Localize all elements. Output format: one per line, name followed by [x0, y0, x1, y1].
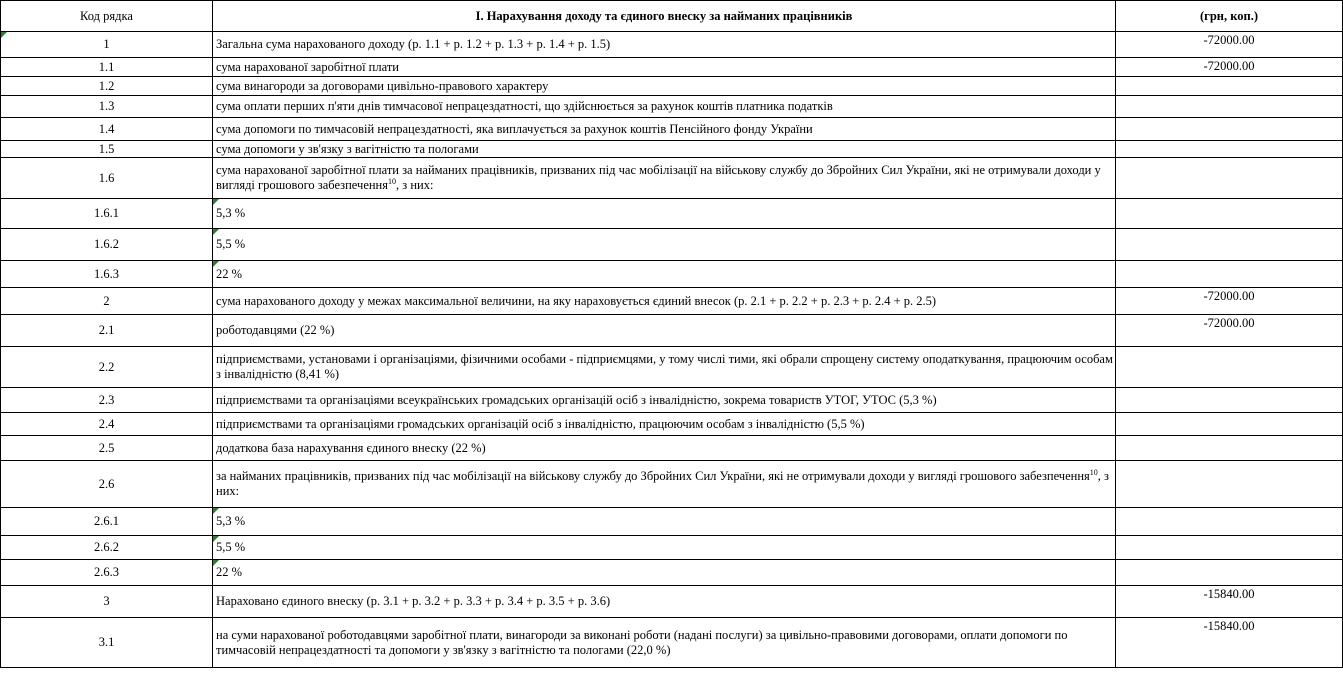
table-row — [1, 141, 1343, 158]
table-row — [1, 77, 1343, 96]
row-value[interactable] — [1116, 261, 1343, 288]
row-value[interactable]: -72000.00 — [1116, 315, 1343, 347]
row-description[interactable]: сума нарахованої заробітної плати — [213, 58, 1116, 77]
row-description[interactable]: підприємствами, установами і організаціями, фізичними особами - підприємцями, у тому числі тими, які обрали спрощену систему оподаткування, працюючим особам з інвалідністю (8,41 %) — [213, 347, 1116, 388]
table-row — [1, 199, 1343, 229]
row-code[interactable]: 2.3 — [1, 388, 213, 413]
row-value[interactable] — [1116, 229, 1343, 261]
table-row — [1, 288, 1343, 315]
row-code[interactable]: 2.6.2 — [1, 536, 213, 560]
row-code[interactable]: 1.4 — [1, 118, 213, 141]
row-value[interactable]: -72000.00 — [1116, 58, 1343, 77]
table-row — [1, 586, 1343, 618]
row-description[interactable]: 22 % — [213, 261, 1116, 288]
row-description[interactable]: сума нарахованого доходу у межах максимальної величини, на яку нараховується єдиний внесок (р. 2.1 + р. 2.2 + р. 2.3 + р. 2.4 + р. 2.5) — [213, 288, 1116, 315]
table-row — [1, 96, 1343, 118]
comment-marker-icon — [213, 261, 219, 267]
row-code[interactable]: 1.1 — [1, 58, 213, 77]
row-code[interactable]: 1.5 — [1, 141, 213, 158]
row-code[interactable]: 2.6 — [1, 461, 213, 508]
table-row — [1, 461, 1343, 508]
comment-marker-icon — [213, 199, 219, 205]
row-description[interactable]: сума оплати перших п'яти днів тимчасової непрацездатності, що здійснюється за рахунок коштів платника податків — [213, 96, 1116, 118]
row-value[interactable]: -72000.00 — [1116, 32, 1343, 58]
row-description[interactable]: сума допомоги у зв'язку з вагітністю та пологами — [213, 141, 1116, 158]
row-value[interactable] — [1116, 388, 1343, 413]
row-code[interactable]: 1 — [1, 32, 213, 58]
comment-marker-icon — [213, 560, 219, 566]
table-row — [1, 618, 1343, 668]
table-row — [1, 32, 1343, 58]
table-row — [1, 560, 1343, 586]
table-row — [1, 158, 1343, 199]
row-description[interactable]: 5,5 % — [213, 536, 1116, 560]
table-row — [1, 536, 1343, 560]
table-row — [1, 413, 1343, 436]
table-row — [1, 118, 1343, 141]
row-description[interactable]: 22 % — [213, 560, 1116, 586]
row-code[interactable]: 1.6 — [1, 158, 213, 199]
row-value[interactable] — [1116, 199, 1343, 229]
row-description[interactable]: на суми нарахованої роботодавцями заробітної плати, винагороди за виконані роботи (надані послуги) за цивільно-правовими договорами, оплати допомоги по тимчасовій непрацездатності та допомоги у зв'язку з вагітністю та пологами (22,0 %) — [213, 618, 1116, 668]
footnote-ref: 10 — [388, 176, 396, 186]
row-value[interactable] — [1116, 560, 1343, 586]
header-row — [1, 1, 1343, 32]
table-row — [1, 508, 1343, 536]
table-row — [1, 388, 1343, 413]
row-description[interactable]: 5,3 % — [213, 508, 1116, 536]
row-code[interactable]: 1.3 — [1, 96, 213, 118]
row-code[interactable]: 1.6.2 — [1, 229, 213, 261]
row-description[interactable]: за найманих працівників, призваних під час мобілізації на військову службу до Збройних Сил України, які не отримували доходи у вигляді грошового забезпечення$^{10}$, з них: — [213, 461, 1116, 508]
table-row — [1, 347, 1343, 388]
row-description[interactable]: 5,5 % — [213, 229, 1116, 261]
comment-marker-icon — [1, 32, 7, 38]
row-description[interactable]: підприємствами та організаціями всеукраїнських громадських організацій осіб з інвалідністю, зокрема товариств УТОГ, УТОС (5,3 %) — [213, 388, 1116, 413]
row-description[interactable]: роботодавцями (22 %) — [213, 315, 1116, 347]
row-value[interactable] — [1116, 77, 1343, 96]
row-code[interactable]: 2 — [1, 288, 213, 315]
row-value[interactable] — [1116, 347, 1343, 388]
row-value[interactable] — [1116, 461, 1343, 508]
row-code[interactable]: 3.1 — [1, 618, 213, 668]
header-code: Код рядка — [1, 1, 213, 32]
row-value[interactable]: -15840.00 — [1116, 586, 1343, 618]
row-value[interactable] — [1116, 536, 1343, 560]
table-row — [1, 315, 1343, 347]
row-value[interactable] — [1116, 158, 1343, 199]
row-value[interactable] — [1116, 141, 1343, 158]
row-code[interactable]: 1.6.3 — [1, 261, 213, 288]
row-value[interactable]: -72000.00 — [1116, 288, 1343, 315]
row-value[interactable] — [1116, 96, 1343, 118]
header-unit: (грн, коп.) — [1116, 1, 1343, 32]
footnote-ref: 10 — [1089, 467, 1098, 477]
row-code[interactable]: 2.1 — [1, 315, 213, 347]
table-row — [1, 58, 1343, 77]
row-code[interactable]: 3 — [1, 586, 213, 618]
row-code[interactable]: 1.6.1 — [1, 199, 213, 229]
table-row — [1, 229, 1343, 261]
row-code[interactable]: 2.4 — [1, 413, 213, 436]
row-description[interactable]: сума винагороди за договорами цивільно-правового характеру — [213, 77, 1116, 96]
row-code[interactable]: 2.6.3 — [1, 560, 213, 586]
comment-marker-icon — [213, 508, 219, 514]
row-description[interactable]: Загальна сума нарахованого доходу (р. 1.1 + р. 1.2 + р. 1.3 + р. 1.4 + р. 1.5) — [213, 32, 1116, 58]
row-description[interactable]: додаткова база нарахування єдиного внеску (22 %) — [213, 436, 1116, 461]
row-description[interactable]: сума допомоги по тимчасовій непрацездатності, яка виплачується за рахунок коштів Пенсійного фонду України — [213, 118, 1116, 141]
row-code[interactable]: 2.6.1 — [1, 508, 213, 536]
row-value[interactable] — [1116, 118, 1343, 141]
row-code[interactable]: 2.2 — [1, 347, 213, 388]
row-code[interactable]: 1.2 — [1, 77, 213, 96]
comment-marker-icon — [213, 229, 219, 235]
row-description[interactable]: 5,3 % — [213, 199, 1116, 229]
row-value[interactable] — [1116, 508, 1343, 536]
row-value[interactable]: -15840.00 — [1116, 618, 1343, 668]
header-title: I. Нарахування доходу та єдиного внеску за найманих працівників — [213, 1, 1116, 32]
row-description[interactable]: Нараховано єдиного внеску (р. 3.1 + р. 3.2 + р. 3.3 + р. 3.4 + р. 3.5 + р. 3.6) — [213, 586, 1116, 618]
table-row — [1, 436, 1343, 461]
comment-marker-icon — [213, 536, 219, 542]
table-row — [1, 261, 1343, 288]
row-code[interactable]: 2.5 — [1, 436, 213, 461]
row-description[interactable]: сума нарахованої заробітної плати за найманих працівників, призваних під час мобілізації на військову службу до Збройних Сил України, які не отримували доходи у вигляді грошового забезпечення$^{10}$, з них: — [213, 158, 1116, 199]
row-description[interactable]: підприємствами та організаціями громадських організацій осіб з інвалідністю, працюючим особам з інвалідністю (5,5 %) — [213, 413, 1116, 436]
row-value[interactable] — [1116, 436, 1343, 461]
row-value[interactable] — [1116, 413, 1343, 436]
